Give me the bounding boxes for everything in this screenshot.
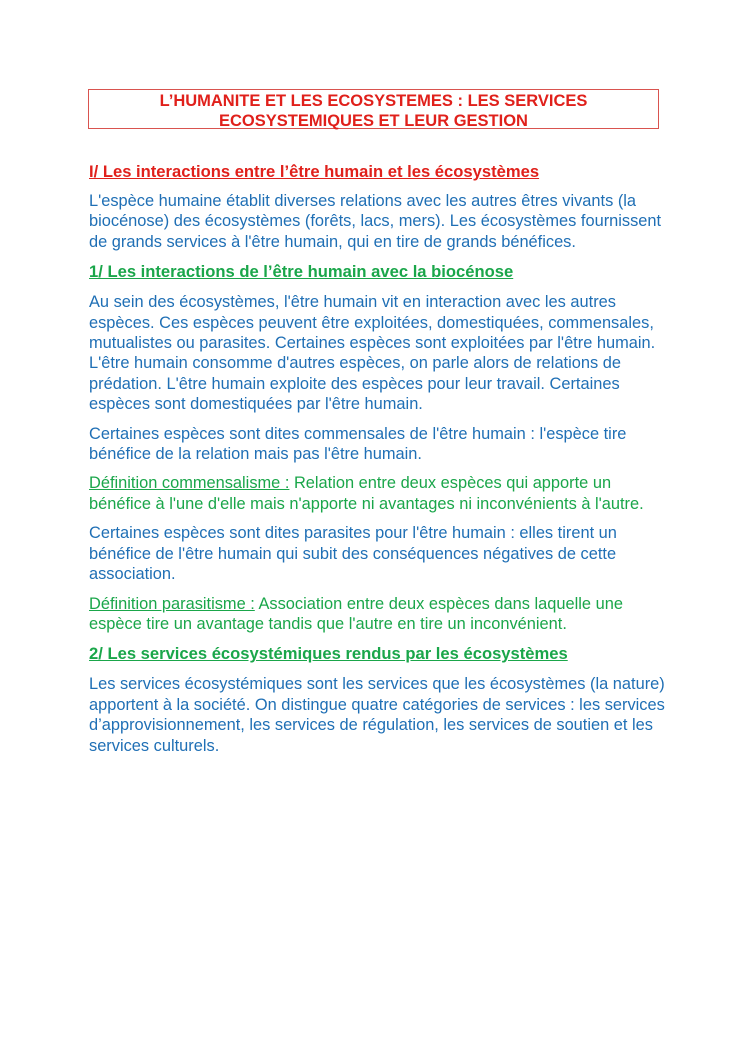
definition-commensalisme-term: Définition commensalisme : <box>89 474 290 493</box>
definition-commensalisme-text: Relation entre deux espèces qui apporte un bénéfice à l'une d'elle mais n'apporte ni avantages ni inconvénients à l'autre. <box>89 474 644 513</box>
subsection-1-paragraph-3: Certaines espèces sont dites parasites pour l'être humain : elles tirent un bénéfice de l'être humain qui subit des conséquences négatives de cette association. <box>89 524 617 584</box>
subsection-1-paragraph-1: Au sein des écosystèmes, l'être humain vit en interaction avec les autres espèces. Ces espèces peuvent être exploitées, domestiquées, commensales, mutualistes ou parasites. Certaines espèces sont exploitées par l'être humain. L'être humain consomme d'autres espèces, on parle alors de relations de prédation. L'être humain exploite des espèces pour leur travail. Certaines espèces sont domestiquées par l'être humain. <box>89 293 656 414</box>
definition-parasitisme-term: Définition parasitisme : <box>89 594 255 613</box>
document-title-line-1: L’HUMANITE ET LES ECOSYSTEMES : LES SERVICES <box>159 92 588 110</box>
definition-parasitisme <box>89 594 669 635</box>
definition-parasitisme-text: Association entre deux espèces dans laquelle une espèce tire un avantage tandis que l'autre en tire un inconvénient. <box>89 594 623 633</box>
document-title-line-2: ECOSYSTEMIQUES ET LEUR GESTION <box>219 112 528 130</box>
subsection-2-paragraph-1: Les services écosystémiques sont les services que les écosystèmes (la nature) apportent à la société. On distingue quatre catégories de services : les services d’approvisionnement, les services de régulation, les services de soutien et les services culturels. <box>89 675 665 755</box>
subsection-1-heading: 1/ Les interactions de l’être humain avec la biocénose <box>89 262 514 282</box>
section-1-intro: L'espèce humaine établit diverses relations avec les autres êtres vivants (la biocénose) des écosystèmes (forêts, lacs, mers). Les écosystèmes fournissent de grands services à l'être humain, qui en tire de grands bénéfices. <box>89 192 662 251</box>
document-content <box>89 161 669 765</box>
definition-commensalisme <box>89 473 669 514</box>
section-1-heading: I/ Les interactions entre l’être humain et les écosystèmes <box>89 162 540 181</box>
subsection-2-heading: 2/ Les services écosystémiques rendus par les écosystèmes <box>89 644 568 664</box>
document-title-box <box>88 89 659 129</box>
subsection-1-paragraph-2: Certaines espèces sont dites commensales de l'être humain : l'espèce tire bénéfice de la relation mais pas l'être humain. <box>89 424 627 464</box>
